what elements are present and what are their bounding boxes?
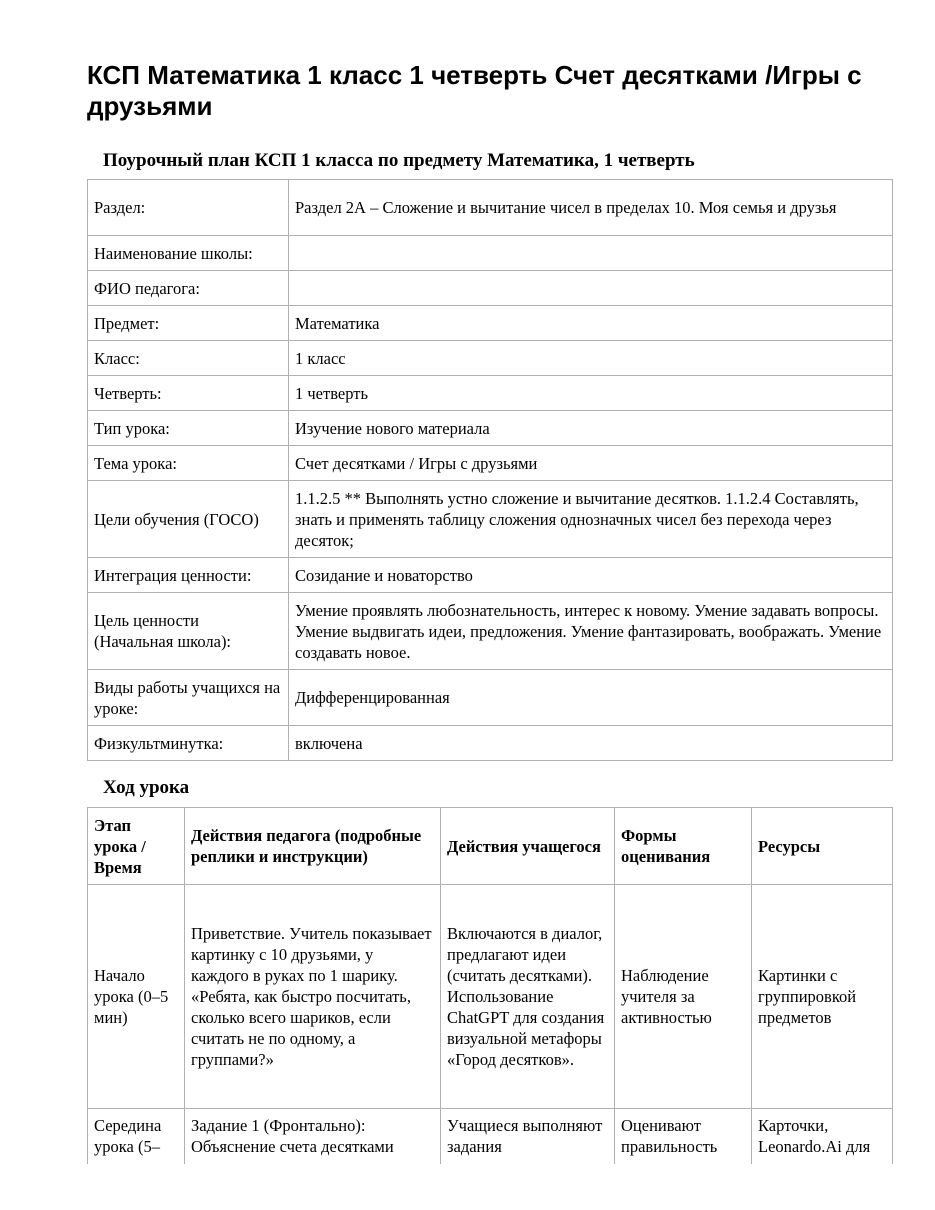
teacher-actions-cell: Задание 1 (Фронтально): Объяснение счета десятками [185, 1109, 441, 1165]
info-value: Счет десятками / Игры с друзьями [289, 446, 893, 481]
info-value: Дифференцированная [289, 670, 893, 726]
plan-heading: Поурочный план КСП 1 класса по предмету Математика, 1 четверть [103, 150, 695, 171]
info-label: Наименование школы: [88, 236, 289, 271]
lesson-flow-heading: Ход урока [103, 777, 190, 798]
info-value: Математика [289, 306, 893, 341]
assessment-cell: Наблюдение учителя за активностью [615, 885, 752, 1109]
lesson-stage-cell: Середина урока (5– [88, 1109, 185, 1165]
info-label: Четверть: [88, 376, 289, 411]
page-title: КСП Математика 1 класс 1 четверть Счет десятками /Игры с друзьями [87, 60, 862, 121]
info-label: ФИО педагога: [88, 271, 289, 306]
header-assessment: Формы оценивания [615, 808, 752, 885]
lesson-flow-table [87, 807, 893, 1164]
lesson-header-row [88, 808, 893, 885]
info-value: 1 четверть [289, 376, 893, 411]
info-label: Виды работы учащихся на уроке: [88, 670, 289, 726]
info-label: Цели обучения (ГОСО) [88, 481, 289, 558]
info-value: Созидание и новаторство [289, 558, 893, 593]
info-label: Класс: [88, 341, 289, 376]
resources-cell: Картинки с группировкой предметов [752, 885, 893, 1109]
resources-cell: Карточки, Leonardo.Ai для [752, 1109, 893, 1165]
info-value: Умение проявлять любознательность, интерес к новому. Умение задавать вопросы. Умение выдвигать идеи, предложения. Умение фантазировать, воображать. Умение создавать новое. [289, 593, 893, 670]
info-label: Предмет: [88, 306, 289, 341]
header-student-actions: Действия учащегося [441, 808, 615, 885]
info-value: включена [289, 726, 893, 761]
lesson-row [88, 1109, 893, 1165]
header-teacher-actions: Действия педагога (подробные реплики и инструкции) [185, 808, 441, 885]
info-label: Тема урока: [88, 446, 289, 481]
info-value: Раздел 2А – Сложение и вычитание чисел в пределах 10. Моя семья и друзья [289, 180, 893, 236]
info-label: Цель ценности (Начальная школа): [88, 593, 289, 670]
header-resources: Ресурсы [752, 808, 893, 885]
info-value: Изучение нового материала [289, 411, 893, 446]
lesson-row [88, 885, 893, 1109]
info-label: Раздел: [88, 180, 289, 236]
info-label: Интеграция ценности: [88, 558, 289, 593]
student-actions-cell: Включаются в диалог, предлагают идеи (считать десятками). Использование ChatGPT для создания визуальной метафоры «Город десятков». [441, 885, 615, 1109]
header-stage: Этап урока / Время [88, 808, 185, 885]
info-label: Физкультминутка: [88, 726, 289, 761]
info-value: 1.1.2.5 ** Выполнять устно сложение и вычитание десятков. 1.1.2.4 Составлять, знать и применять таблицу сложения однозначных чисел без перехода через десяток; [289, 481, 893, 558]
assessment-cell: Оценивают правильность [615, 1109, 752, 1165]
info-value: 1 класс [289, 341, 893, 376]
student-actions-cell: Учащиеся выполняют задания [441, 1109, 615, 1165]
lesson-stage-cell: Начало урока (0–5 мин) [88, 885, 185, 1109]
info-label: Тип урока: [88, 411, 289, 446]
teacher-actions-cell: Приветствие. Учитель показывает картинку с 10 друзьями, у каждого в руках по 1 шарику. «Ребята, как быстро посчитать, сколько всего шариков, если считать не по одному, а группами?» [185, 885, 441, 1109]
